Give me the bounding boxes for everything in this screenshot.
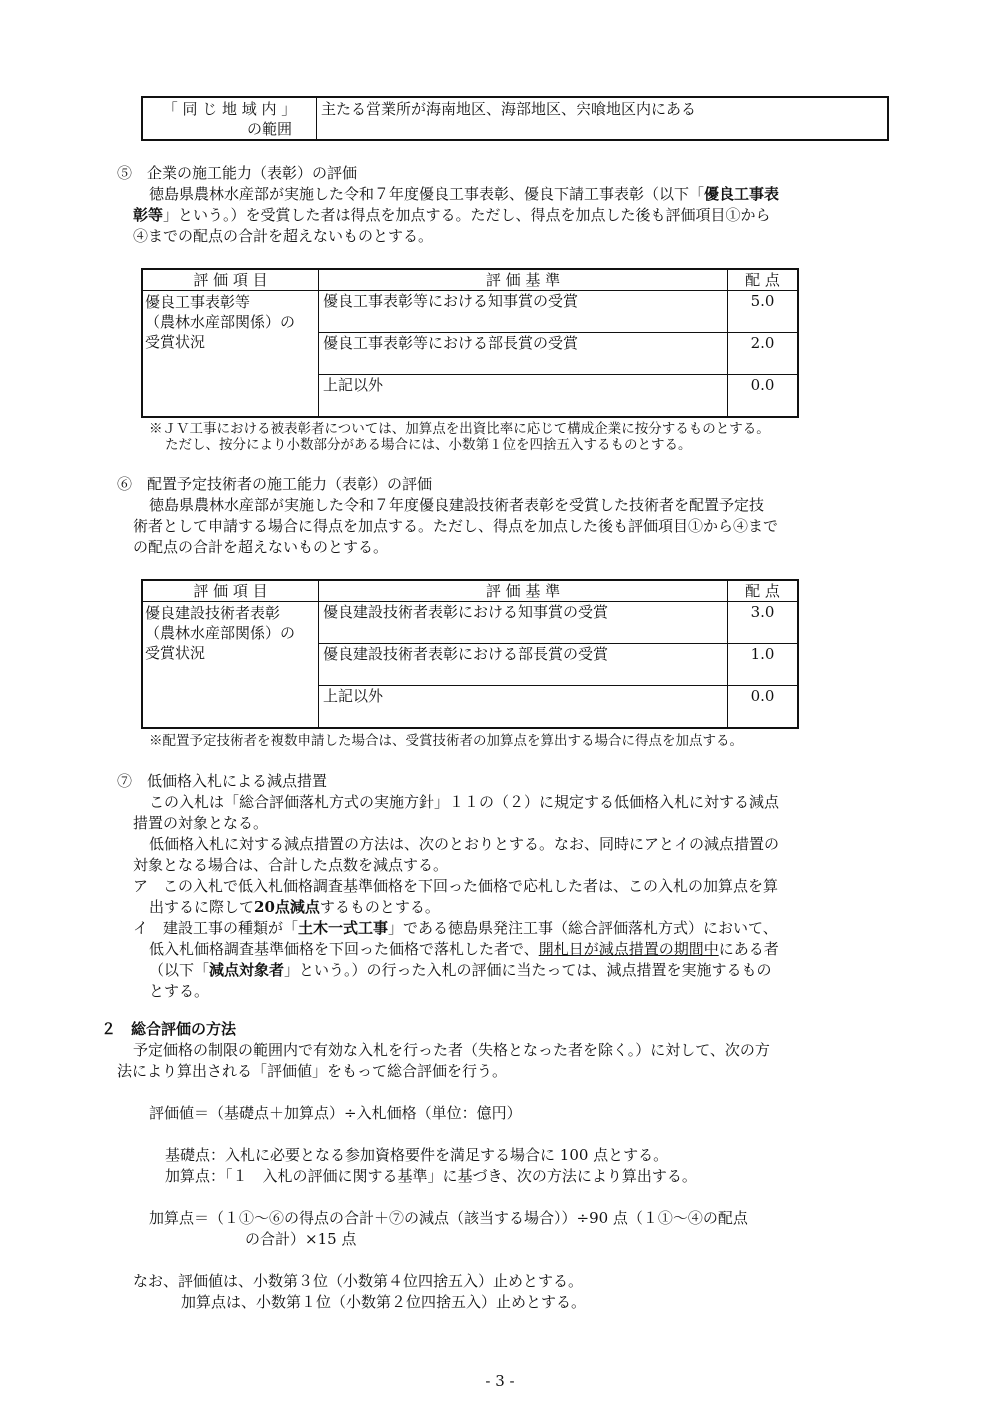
sec5-p1-text: 徳島県農林水産部が実施した令和７年度優良工事表彰、優良下請工事表彰（以下「 [149,185,705,203]
region-label-line1: 「 同 じ 地 域 内 」 [162,100,297,118]
sec7-i3-pre: （以下「 [149,961,210,979]
sec6-points-1: 3.0 [728,602,799,644]
sec6-note: ※配置予定技術者を複数申請した場合は、受賞技術者の加算点を算出する場合に得点を加点する。 [149,733,743,749]
sec5-points-3: 0.0 [728,375,799,417]
sec5-criteria-2: 優良工事表彰等における部長賞の受賞 [319,333,728,375]
sec5-para-line1 [149,184,779,204]
sec5-item-l1: 優良工事表彰等 [145,293,251,311]
sec6-item-l3: 受賞状況 [145,644,206,662]
sec7-i2-underlined: 開札日が減点措置の期間中 [538,940,719,958]
sec5-note1: ※ＪＶ工事における被表彰者については、加算点を出資比率に応じて構成企業に按分するものとする。 [149,421,770,437]
sec2-add-formula-line2: の合計）×15 点 [245,1230,357,1248]
sec5-criteria-1: 優良工事表彰等における知事賞の受賞 [319,291,728,333]
sec7-para-line2: 措置の対象となる。 [133,814,269,832]
sec5-h-criteria: 評 価 基 準 [319,269,728,291]
sec2-heading: ２ 総合評価の方法 [101,1020,237,1038]
table-row [142,291,798,333]
sec5-p1-bold: 優良工事表 [704,185,780,203]
sec5-points-2: 2.0 [728,333,799,375]
sec2-add-points: 加算点：「１ 入札の評価に関する基準」に基づき、次の方法により算出する。 [165,1167,697,1185]
sec5-item-cell [142,291,319,417]
sec6-points-3: 0.0 [728,686,799,728]
sec5-table [141,268,799,418]
sec7-i1-post: 」である徳島県発注工事（総合評価落札方式）において、 [388,919,778,937]
region-table [141,96,889,141]
sec2-formula: 評価値＝（基礎点＋加算点）÷入札価格（単位：億円） [149,1104,522,1122]
sec7-a-line1: ア この入札で低入札価格調査基準価格を下回った価格で応札した者は、この入札の加算点を算 [133,877,779,895]
sec5-note2: ただし、按分により小数部分がある場合には、小数第１位を四捨五入するものとする。 [165,437,692,453]
sec7-a2-bold: 20点減点 [254,898,320,916]
sec7-a2-post: するものとする。 [319,898,440,916]
sec6-para-line2: 術者として申請する場合に得点を加点する。ただし、得点を加点した後も評価項目①から④まで [133,517,779,535]
sec5-h-points: 配 点 [728,269,799,291]
sec7-i-line3 [149,960,772,980]
sec7-i3-post: 」という。）の行った入札の評価に当たっては、減点措置を実施するもの [284,961,772,979]
sec7-i2-post: にある者 [718,940,779,958]
sec5-criteria-3: 上記以外 [319,375,728,417]
sec6-table [141,579,799,729]
sec6-item-l1: 優良建設技術者表彰 [145,604,281,622]
sec2-note1: なお、評価値は、小数第３位（小数第４位四捨五入）止めとする。 [133,1272,584,1290]
sec7-i-line4: とする。 [149,982,210,1000]
sec2-add-formula-line1: 加算点＝（１①～⑥の得点の合計＋⑦の減点（該当する場合））÷90 点（１①～④の配点 [149,1209,748,1227]
sec6-h-criteria: 評 価 基 準 [319,580,728,602]
sec5-points-1: 5.0 [728,291,799,333]
sec5-p2-bold: 彰等 [133,206,164,224]
sec5-item-l3: 受賞状況 [145,333,206,351]
sec7-para-line3: 低価格入札に対する減点措置の方法は、次のとおりとする。なお、同時にアとイの減点措置の [149,835,780,853]
sec6-criteria-3: 上記以外 [319,686,728,728]
sec6-points-2: 1.0 [728,644,799,686]
region-value-cell: 主たる営業所が海南地区、海部地区、宍喰地区内にある [317,97,889,140]
sec7-i3-bold: 減点対象者 [209,961,285,979]
sec6-heading: ⑥ 配置予定技術者の施工能力（表彰）の評価 [117,475,433,493]
sec2-base-points: 基礎点：入札に必要となる参加資格要件を満足する場合に 100 点とする。 [165,1146,669,1164]
sec7-i1-pre: イ 建設工事の種類が「 [133,919,299,937]
sec7-a2-pre: 出するに際して [149,898,255,916]
sec5-p2-text: 」という。）を受賞した者は得点を加点する。ただし、得点を加点した後も評価項目①から [163,206,771,224]
sec5-para-line2 [133,205,771,225]
sec6-table-header [142,580,798,602]
sec2-para-line1: 予定価格の制限の範囲内で有効な入札を行った者（失格となった者を除く。）に対して、次の方 [133,1041,770,1059]
sec2-para-line2: 法により算出される「評価値」をもって総合評価を行う。 [117,1062,508,1080]
sec7-i1-bold: 土木一式工事 [298,919,389,937]
table-row [142,602,798,644]
sec7-i2-pre: 低入札価格調査基準価格を下回った価格で落札した者で、 [149,940,539,958]
sec5-para-line3: ④までの配点の合計を超えないものとする。 [133,227,434,245]
sec6-item-cell [142,602,319,728]
sec7-i-line1 [133,918,778,938]
sec6-criteria-1: 優良建設技術者表彰における知事賞の受賞 [319,602,728,644]
sec6-item-l2: （農林水産部関係）の [145,624,296,642]
page-number: - 3 - [485,1372,515,1390]
sec7-i-line2 [149,939,779,959]
sec6-h-points: 配 点 [728,580,799,602]
sec7-para-line1: この入札は「総合評価落札方式の実施方針」１１の（２）に規定する低価格入札に対する減点 [149,793,780,811]
sec6-para-line1: 徳島県農林水産部が実施した令和７年度優良建設技術者表彰を受賞した技術者を配置予定技 [149,496,765,514]
region-label-line2: の範囲 [246,120,292,138]
sec5-item-l2: （農林水産部関係）の [145,313,296,331]
sec6-h-item: 評 価 項 目 [142,580,319,602]
sec5-table-header [142,269,798,291]
sec5-h-item: 評 価 項 目 [142,269,319,291]
sec2-note2: 加算点は、小数第１位（小数第２位四捨五入）止めとする。 [181,1293,587,1311]
region-label-cell [142,97,317,140]
sec7-para-line4: 対象となる場合は、合計した点数を減点する。 [133,856,449,874]
sec6-para-line3: の配点の合計を超えないものとする。 [133,538,389,556]
sec7-heading: ⑦ 低価格入札による減点措置 [117,772,328,790]
sec5-heading: ⑤ 企業の施工能力（表彰）の評価 [117,164,358,182]
sec7-a-line2 [149,897,440,917]
sec6-criteria-2: 優良建設技術者表彰における部長賞の受賞 [319,644,728,686]
